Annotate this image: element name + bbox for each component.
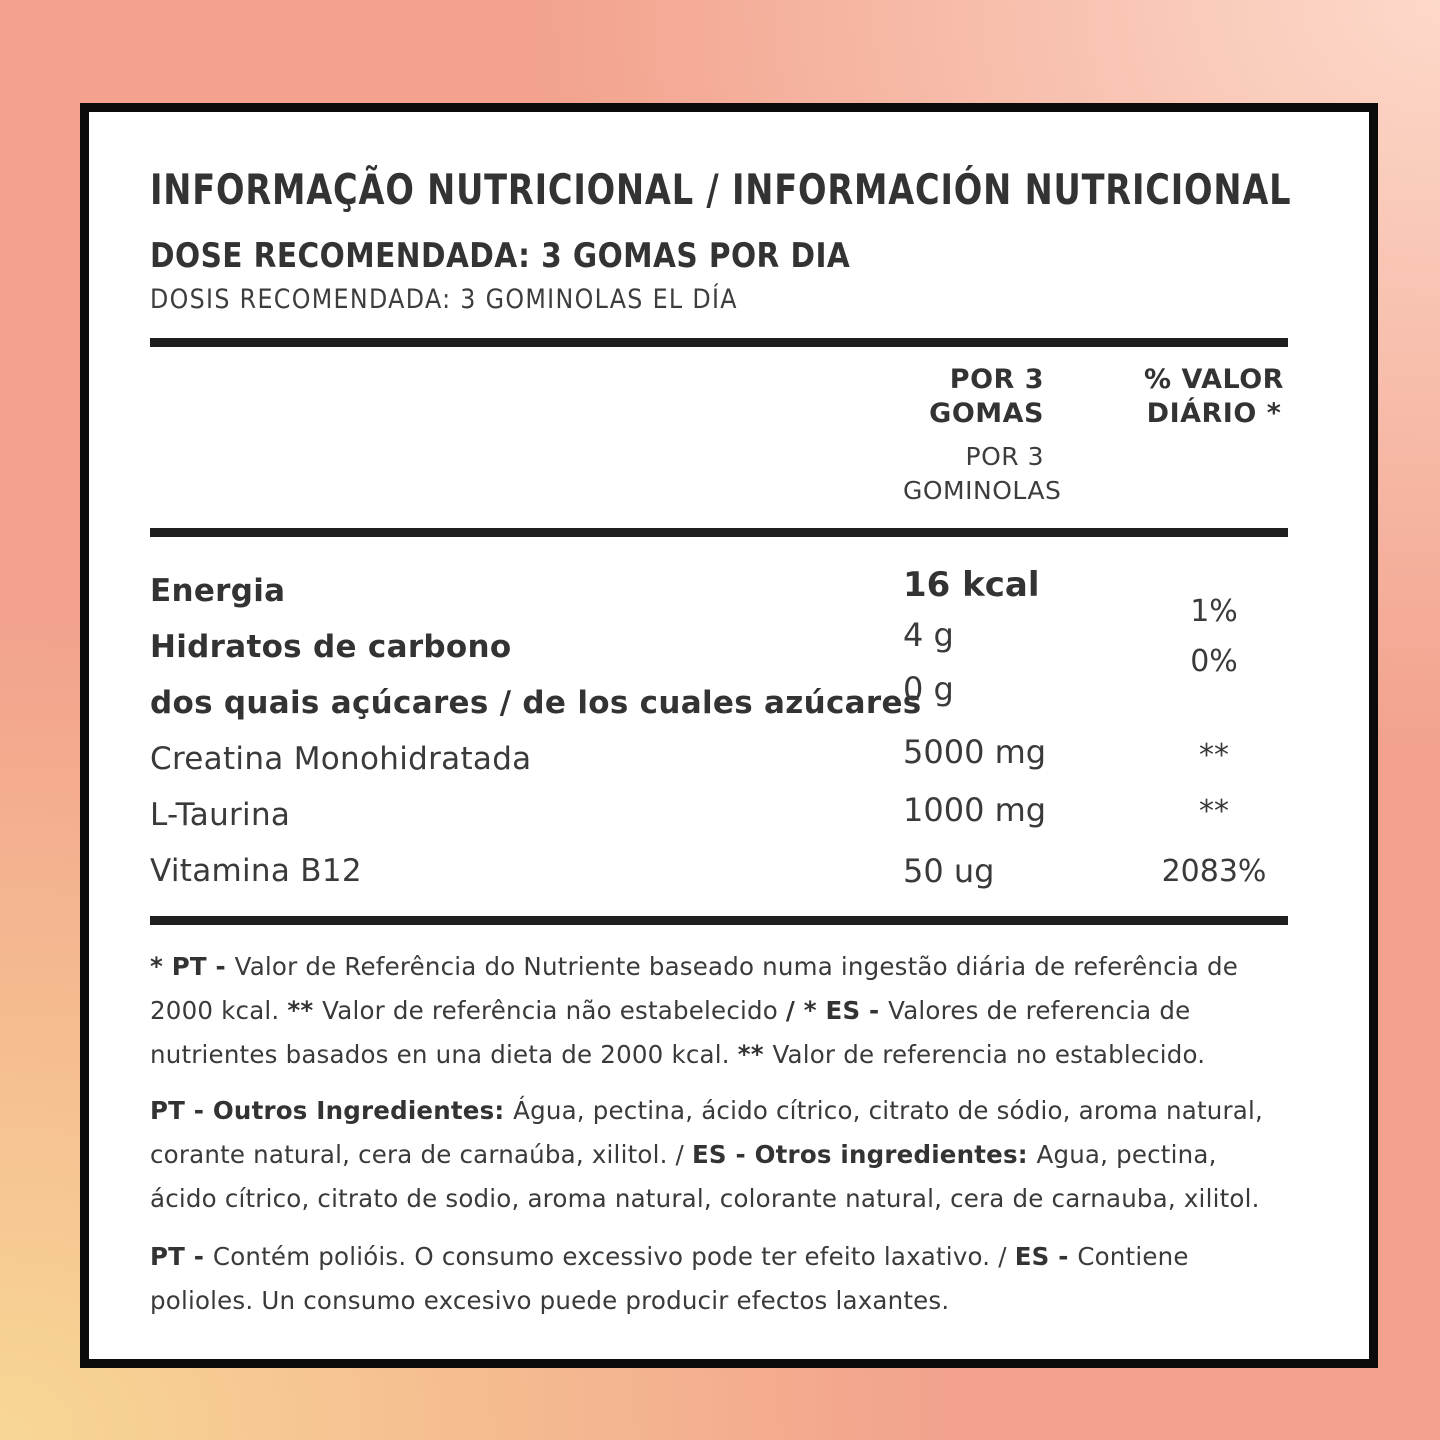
footnote-polyols-warning: PT - Contém polióis. O consumo excessivo pode ter efeito laxativo. / ES - Contiene polioles. Un consumo excesivo puede producir efectos laxantes. (150, 1242, 1189, 1315)
nutrient-daily-value: ** (1199, 737, 1229, 773)
table-header (150, 347, 1288, 528)
serving-header-pt: POR 3 GOMAS (929, 364, 1044, 429)
nutrient-daily-value: 2083% (1161, 853, 1267, 889)
table-row (150, 843, 1288, 899)
nutrient-name: Hidratos de carbono (150, 629, 512, 665)
nutrition-title: INFORMAÇÃO NUTRICIONAL / INFORMACIÓN NUTRICIONAL (150, 165, 1292, 214)
table-row (150, 616, 1288, 679)
table-row (150, 787, 1288, 843)
nutrition-table-body (150, 537, 1288, 916)
nutrient-daily-value: 1% (1190, 593, 1238, 629)
nutrition-label-card (80, 103, 1378, 1368)
serving-column-header (903, 363, 1140, 508)
nutrient-amount: 0 g (903, 670, 954, 708)
nutrient-name: Creatina Monohidratada (150, 741, 532, 777)
nutrient-daily-value: 0% (1190, 643, 1238, 679)
serving-header-es: POR 3 GOMINOLAS (903, 442, 1062, 505)
daily-value-column-header (1140, 363, 1288, 508)
divider-bottom (150, 916, 1288, 925)
footnote-other-ingredients: PT - Outros Ingredientes: Água, pectina, ácido cítrico, citrato de sódio, aroma natural, corante natural, cera de carnaúba, xilitol. / ES - Otros ingredientes: Agua, pectina, ácido cítrico, citrato de sodio, aroma natural, colorante natural, cera de carnauba, xilitol. (150, 1096, 1264, 1213)
dose-recommendation-pt: DOSE RECOMENDADA: 3 GOMAS POR DIA (150, 236, 851, 276)
table-row (150, 563, 1288, 629)
nutrient-name: dos quais açúcares / de los cuales azúcares (150, 685, 922, 721)
nutrient-amount: 5000 mg (903, 733, 1047, 771)
dose-recommendation-es: DOSIS RECOMENDADA: 3 GOMINOLAS EL DÍA (150, 284, 738, 315)
divider-top (150, 338, 1288, 347)
nutrient-name: Vitamina B12 (150, 853, 362, 889)
table-row (150, 670, 1288, 731)
daily-value-header-line1: % VALOR (1144, 364, 1284, 395)
table-header-spacer (150, 363, 903, 508)
nutrient-name: L-Taurina (150, 797, 291, 833)
nutrient-amount: 4 g (903, 616, 954, 654)
nutrient-daily-value: ** (1199, 793, 1229, 829)
nutrient-amount: 50 ug (903, 852, 995, 890)
nutrient-name: Energia (150, 573, 286, 609)
divider-middle (150, 528, 1288, 537)
daily-value-header-line2: DIÁRIO * (1146, 398, 1282, 429)
table-row (150, 731, 1288, 787)
nutrient-amount: 1000 mg (903, 791, 1047, 829)
nutrient-amount: 16 kcal (903, 565, 1040, 605)
footnote-reference-values: * PT - Valor de Referência do Nutriente baseado numa ingestão diária de referência de 2000 kcal. ** Valor de referência não estabelecido / * ES - Valores de referencia de nutrientes basados en una dieta de 2000 kcal. ** Valor de referencia no establecido. (150, 952, 1239, 1069)
